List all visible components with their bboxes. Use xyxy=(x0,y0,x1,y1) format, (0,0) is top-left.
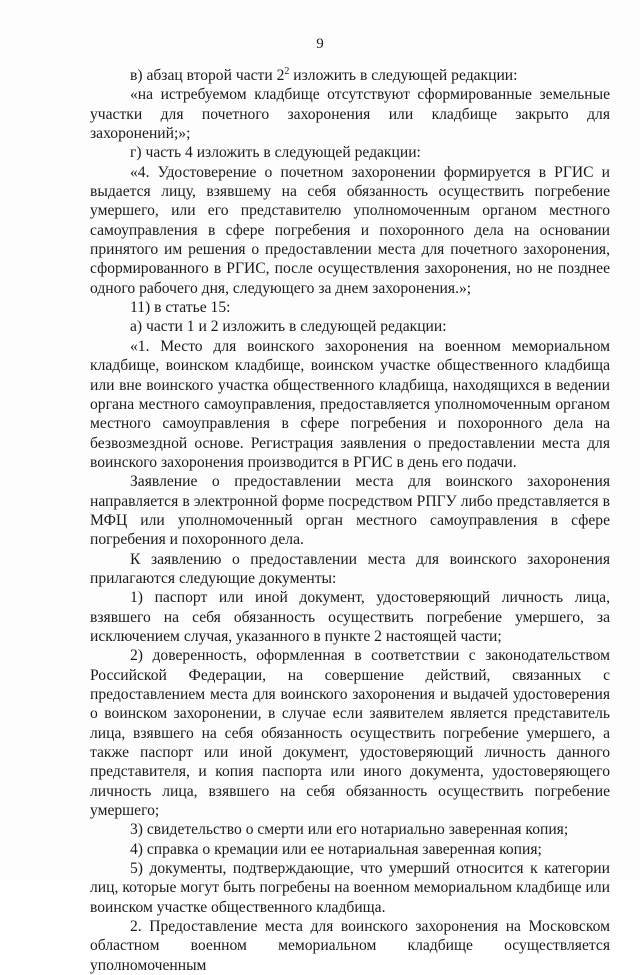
paragraph: г) часть 4 изложить в следующей редакции: xyxy=(130,144,421,162)
paragraph: 1) паспорт или иной документ, удостоверяющий личность лица, взявшего на себя обязанность осуществить погребение умершего, за исключением случая, указанного в пункте 2 настоящей части; xyxy=(90,589,610,645)
paragraph: 11) в статье 15: xyxy=(130,299,231,317)
paragraph: 2) доверенность, оформленная в соответствии с законодательством Российской Федерации, на совершение действий, связанных с предоставлением места для воинского захоронения и выдачей удостоверения о воинском захоронении, в случае если заявителем является представитель лица, взявшего на себя обязанность осуществить погребение умершего, а также паспорт или иной документ, удостоверяющий личность данного представителя, и копия паспорта или иного документа, удостоверяющего личность лица, взявшего на себя обязанность осуществить погребение умершего; xyxy=(90,647,610,820)
paragraph-amendment-v xyxy=(90,66,610,85)
paragraph: 4) справка о кремации или ее нотариальная заверенная копия; xyxy=(130,840,542,858)
document-body xyxy=(90,66,610,975)
paragraph-text: изложить в следующей редакции: xyxy=(289,67,518,84)
paragraph: Заявление о предоставлении места для воинского захоронения направляется в электронной форме посредством РПГУ либо представляется в МФЦ или уполномоченный орган местного самоуправления в сфере погребения и похоронного дела. xyxy=(90,473,610,549)
paragraph: а) части 1 и 2 изложить в следующей редакции: xyxy=(130,318,447,336)
paragraph: «1. Место для воинского захоронения на военном мемориальном кладбище, воинском кладбище, воинском участке общественного кладбища или вне воинского участка общественного кладбища, находящихся в ведении органа местного самоуправления, предоставляется уполномоченным органом местного самоуправления в сфере погребения и похоронного дела на безвозмездной основе. Регистрация заявления о предоставлении места для воинского захоронения производится в РГИС в день его подачи. xyxy=(90,337,610,471)
paragraph: 5) документы, подтверждающие, что умерший относится к категории лиц, которые могут быть погребены на военном мемориальном кладбище или воинском участке общественного кладбища. xyxy=(90,860,610,916)
paragraph: «4. Удостоверение о почетном захоронении формируется в РГИС и выдается лицу, взявшему на себя обязанность осуществить погребение умершего, или его представителю уполномоченным органом местного самоуправления в сфере погребения и похоронного дела на основании принятого им решения о предоставлении места для почетного захоронения, сформированного в РГИС, после осуществления захоронения, но не позднее одного рабочего дня, следующего за днем захоронения.»; xyxy=(90,163,610,297)
paragraph: 3) свидетельство о смерти или его нотариально заверенная копия; xyxy=(130,821,569,839)
page-number: 9 xyxy=(316,36,324,52)
paragraph: «на истребуемом кладбище отсутствуют сформированные земельные участки для почетного захоронения или кладбище закрыто для захоронений;»; xyxy=(90,86,610,143)
paragraph: 2. Предоставление места для воинского захоронения на Московском областном военном мемориальном кладбище осуществляется уполномоченным xyxy=(90,918,610,974)
paragraph: К заявлению о предоставлении места для воинского захоронения прилагаются следующие документы: xyxy=(90,550,610,587)
superscript: 2 xyxy=(284,66,290,77)
paragraph-text: в) абзац второй части 2 xyxy=(130,67,285,84)
